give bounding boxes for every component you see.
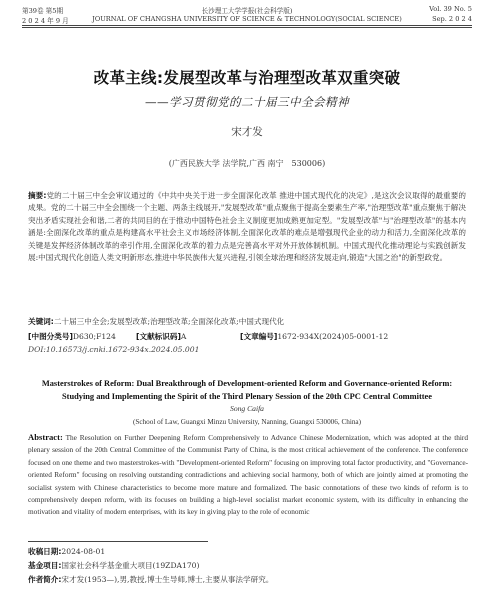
journal-name-cn: 长沙理工大学学报(社会科学版) <box>201 7 293 15</box>
abstract-cn-label: 摘要: <box>28 191 47 200</box>
bio-value: 宋才发(1953—),男,教授,博士生导师,博士,主要从事法学研究。 <box>61 575 274 584</box>
keywords-text: 二十届三中全会;发展型改革;治理型改革;全面深化改革;中国式现代化 <box>53 317 285 326</box>
header-rule <box>22 25 472 26</box>
classification-line <box>28 331 388 342</box>
affiliation-cn: (广西民族大学 法学院,广西 南宁 530006) <box>168 159 326 168</box>
doc-code-value: A <box>180 332 187 341</box>
author-bio <box>28 574 273 585</box>
volume-issue-cn: 第39卷 第5期 <box>22 7 64 15</box>
fund-value: 国家社会科学基金重大项目(19ZDA170) <box>61 561 200 570</box>
doi: DOI:10.16573/j.cnki.1672-934x.2024.05.001 <box>28 345 200 354</box>
clc-label: [中图分类号] <box>28 332 73 341</box>
running-header-bottom <box>22 15 472 25</box>
issue-date-cn: 2 0 2 4 年 9 月 <box>22 17 69 25</box>
clc-value: D630;F124 <box>72 332 116 341</box>
volume-issue-en: Vol. 39 No. 5 <box>429 5 472 13</box>
keywords-label: 关键词: <box>28 317 54 326</box>
abstract-en-label: Abstract: <box>28 432 63 442</box>
fund-label: 基金项目: <box>28 561 62 570</box>
affiliation-en: (School of Law, Guangxi Minzu University, Nanning, Guangxi 530006, China) <box>132 418 362 426</box>
received-value: 2024-08-01 <box>61 547 106 556</box>
paper-subtitle-cn: ——学习贯彻党的二十届三中全会精神 <box>145 95 349 109</box>
header-rule-double <box>22 27 472 28</box>
abstract-en <box>28 431 468 519</box>
running-header-top <box>22 5 472 15</box>
bio-label: 作者简介: <box>28 575 62 584</box>
footnote-rule <box>28 541 208 542</box>
journal-name-en: JOURNAL OF CHANGSHA UNIVERSITY OF SCIENCE & TECHNOLOGY(SOCIAL SCIENCE) <box>92 15 402 23</box>
article-no-label: [文章编号] <box>240 332 278 341</box>
paper-title-cn: 改革主线:发展型改革与治理型改革双重突破 <box>93 69 401 87</box>
author-cn: 宋才发 <box>231 126 263 138</box>
issue-date-en: Sep. 2 0 2 4 <box>432 15 472 23</box>
paper-title-en <box>24 378 470 403</box>
paper-title-en-line2: Studying and Implementing the Spirit of the Third Plenary Session of the 20th CPC Central Committee <box>62 391 432 401</box>
keywords <box>28 316 468 327</box>
abstract-en-text: The Resolution on Further Deepening Reform Comprehensively to Advance Chinese Modernization, which was adopted at the third plenary session of the 20th Central Committee of the Communist Party of China, is the most critical achievement of the conference. The conference focused on one theme and two masterstrokes-with "Development-oriented Reform" focusing on improving total factor productivity, and "Governance-oriented Reform" focusing on resolving outstanding contradictions and achieving social harmony, both of which are jointly aimed at promoting the socialist system with Chinese characteristics to become more mature and formalized. The basic connotations of these two kinds of reform is to comprehensively deepen reform, with its focuses on building a high-level socialist market economic system, with its difficulty in enhancing the motivation and vitality of modern enterprises, with its key in giving play to the role of economic <box>28 433 468 517</box>
fund-project <box>28 560 199 571</box>
paper-title-en-line1: Masterstrokes of Reform: Dual Breakthrough of Development-oriented Reform and Governance-oriented Reform: <box>41 379 453 388</box>
doc-code-label: [文献标识码] <box>136 332 181 341</box>
article-no-value: 1672-934X(2024)05-0001-12 <box>277 332 389 341</box>
abstract-cn-text: 党的二十届三中全会审议通过的《中共中央关于进一步全面深化改革 推进中国式现代化的决定》,是这次会议取得的最重要的成果。党的二十届三中全会围绕一个主题、两条主线展开,"发展型改革"重点聚焦于提高全要素生产率,"治理型改革"重点聚焦于解决突出矛盾实现社会和谐,二者的共同目的在于推动中国特色社会主义制度更加成熟更加定型。"发展型改革"与"治理型改革"的基本内涵是:全面深化改革的重点是构建高水平社会主义市场经济体制,全面深化改革的难点是增强现代企业的动力和活力,全面深化改革的关键是发挥经济体制改革的牵引作用,全面深化改革的着力点是完善高水平对外开放体制机制。中国式现代化推动理论与实践创新发展:中国式现代化创造人类文明新形态,推进中华民族伟大复兴进程,引领全球治理和经济发展走向,锻造"大国之治"的新型政党。 <box>28 191 466 263</box>
abstract-cn <box>28 190 466 264</box>
received-label: 收稿日期: <box>28 547 62 556</box>
author-en: Song Caifa <box>230 404 264 413</box>
received-date <box>28 546 105 557</box>
